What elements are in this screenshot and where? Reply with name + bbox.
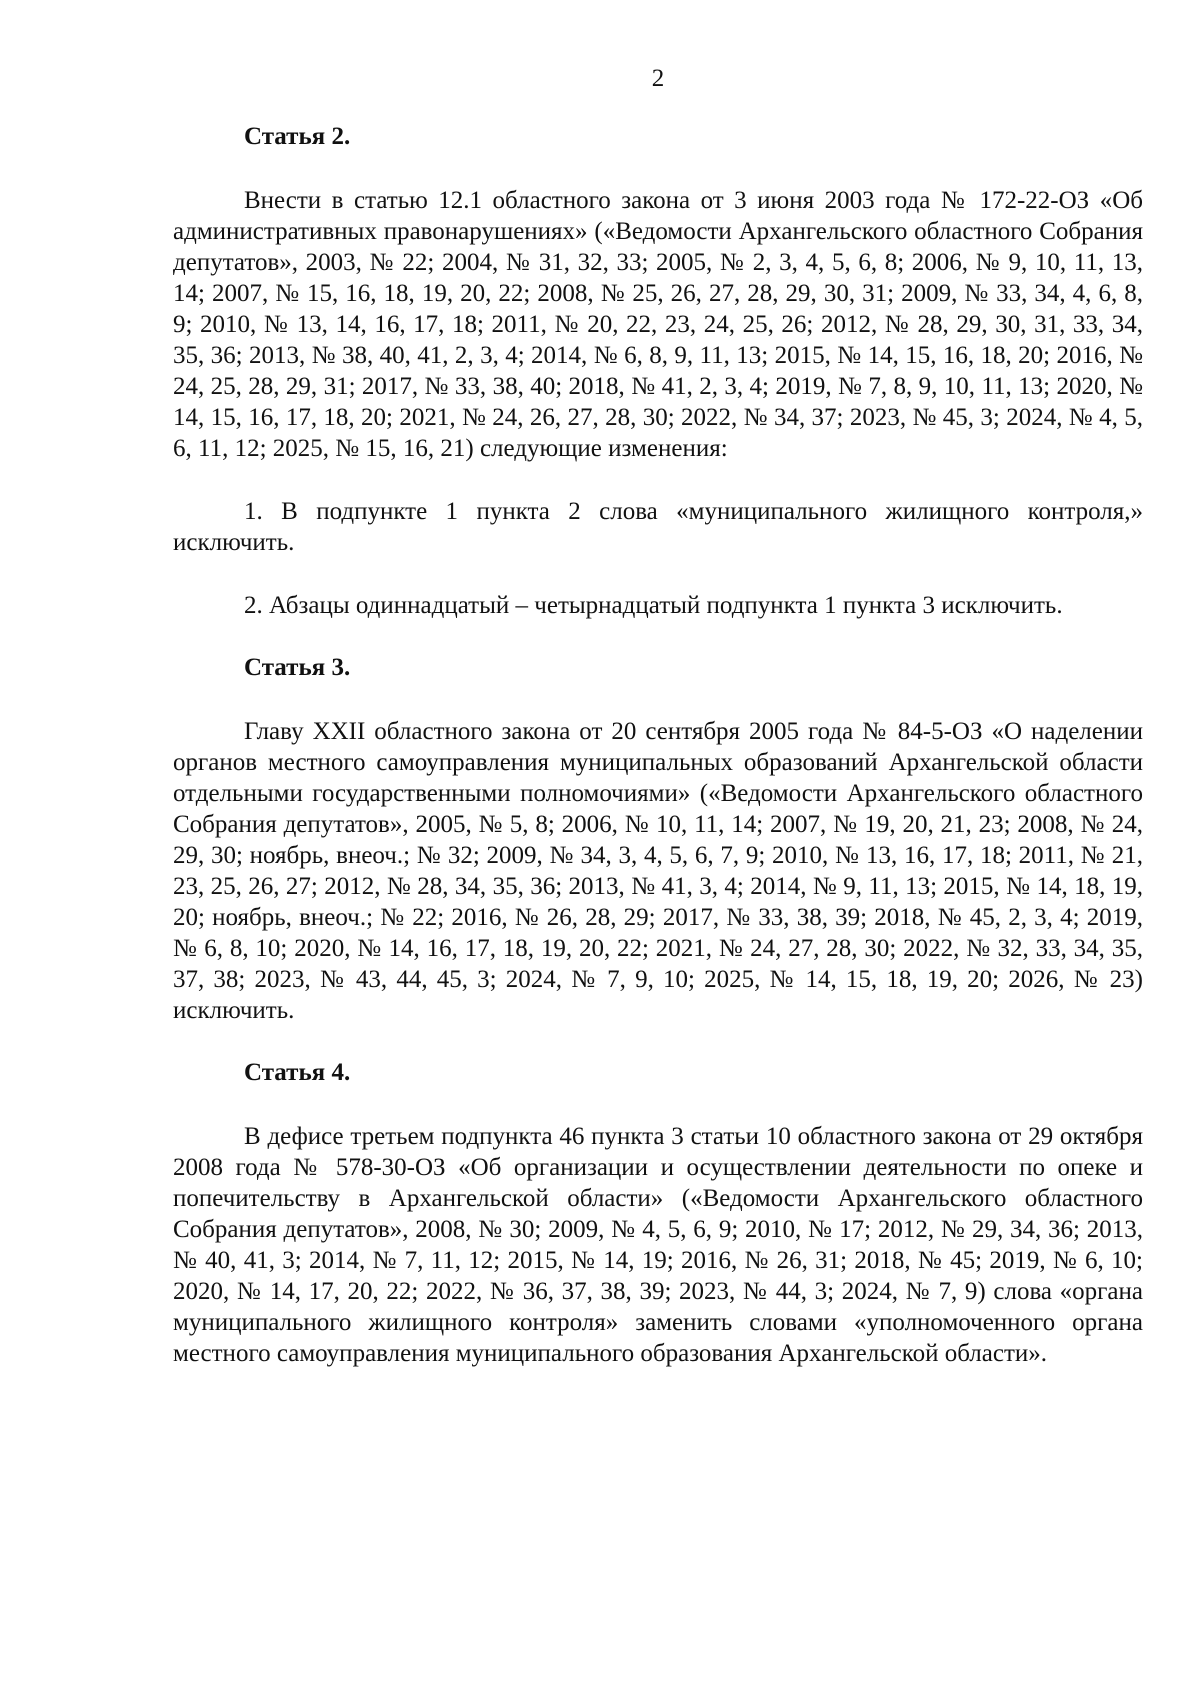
page-number: 2 <box>651 65 665 92</box>
document-page <box>173 64 1143 1369</box>
article-4-heading: Статья 4. <box>244 1059 351 1086</box>
article-3-heading: Статья 3. <box>244 654 351 681</box>
article-2-item-1: 1. В подпункте 1 пункта 2 слова «муниципального жилищного контроля,» исключить. <box>173 498 1143 556</box>
article-4-paragraph: В дефисе третьем подпункта 46 пункта 3 статьи 10 областного закона от 29 октября 2008 года № 578-30-ОЗ «Об организации и осуществлении деятельности по опеке и попечительству в Архангельской области» («Ведомости Архангельского областного Собрания депутатов», 2008, № 30; 2009, № 4, 5, 6, 9; 2010, № 17; 2012, № 29, 34, 36; 2013, № 40, 41, 3; 2014, № 7, 11, 12; 2015, № 14, 19; 2016, № 26, 31; 2018, № 45; 2019, № 6, 10; 2020, № 14, 17, 20, 22; 2022, № 36, 37, 38, 39; 2023, № 44, 3; 2024, № 7, 9) слова «органа муниципального жилищного контроля» заменить словами «уполномоченного органа местного самоуправления муниципального образования Архангельской области». <box>173 1123 1143 1367</box>
article-3 <box>173 653 1143 1026</box>
article-4 <box>173 1058 1143 1369</box>
article-2 <box>173 122 1143 621</box>
article-2-intro-paragraph: Внести в статью 12.1 областного закона от 3 июня 2003 года № 172-22-ОЗ «Об административных правонарушениях» («Ведомости Архангельского областного Собрания депутатов», 2003, № 22; 2004, № 31, 32, 33; 2005, № 2, 3, 4, 5, 6, 8; 2006, № 9, 10, 11, 13, 14; 2007, № 15, 16, 18, 19, 20, 22; 2008, № 25, 26, 27, 28, 29, 30, 31; 2009, № 33, 34, 4, 6, 8, 9; 2010, № 13, 14, 16, 17, 18; 2011, № 20, 22, 23, 24, 25, 26; 2012, № 28, 29, 30, 31, 33, 34, 35, 36; 2013, № 38, 40, 41, 2, 3, 4; 2014, № 6, 8, 9, 11, 13; 2015, № 14, 15, 16, 18, 20; 2016, № 24, 25, 28, 29, 31; 2017, № 33, 38, 40; 2018, № 41, 2, 3, 4; 2019, № 7, 8, 9, 10, 11, 13; 2020, № 14, 15, 16, 17, 18, 20; 2021, № 24, 26, 27, 28, 30; 2022, № 34, 37; 2023, № 45, 3; 2024, № 4, 5, 6, 11, 12; 2025, № 15, 16, 21) следующие изменения: <box>173 187 1143 462</box>
article-2-heading: Статья 2. <box>244 123 351 150</box>
article-3-paragraph: Главу XXII областного закона от 20 сентября 2005 года № 84-5-ОЗ «О наделении органов местного самоуправления муниципальных образований Архангельской области отдельными государственными полномочиями» («Ведомости Архангельского областного Собрания депутатов», 2005, № 5, 8; 2006, № 10, 11, 14; 2007, № 19, 20, 21, 23; 2008, № 24, 29, 30; ноябрь, внеоч.; № 32; 2009, № 34, 3, 4, 5, 6, 7, 9; 2010, № 13, 16, 17, 18; 2011, № 21, 23, 25, 26, 27; 2012, № 28, 34, 35, 36; 2013, № 41, 3, 4; 2014, № 9, 11, 13; 2015, № 14, 18, 19, 20; ноябрь, внеоч.; № 22; 2016, № 26, 28, 29; 2017, № 33, 38, 39; 2018, № 45, 2, 3, 4; 2019, № 6, 8, 10; 2020, № 14, 16, 17, 18, 19, 20, 22; 2021, № 24, 27, 28, 30; 2022, № 32, 33, 34, 35, 37, 38; 2023, № 43, 44, 45, 3; 2024, № 7, 9, 10; 2025, № 14, 15, 18, 19, 20; 2026, № 23) исключить. <box>173 718 1143 1024</box>
article-2-item-2: 2. Абзацы одиннадцатый – четырнадцатый подпункта 1 пункта 3 исключить. <box>244 592 1063 619</box>
